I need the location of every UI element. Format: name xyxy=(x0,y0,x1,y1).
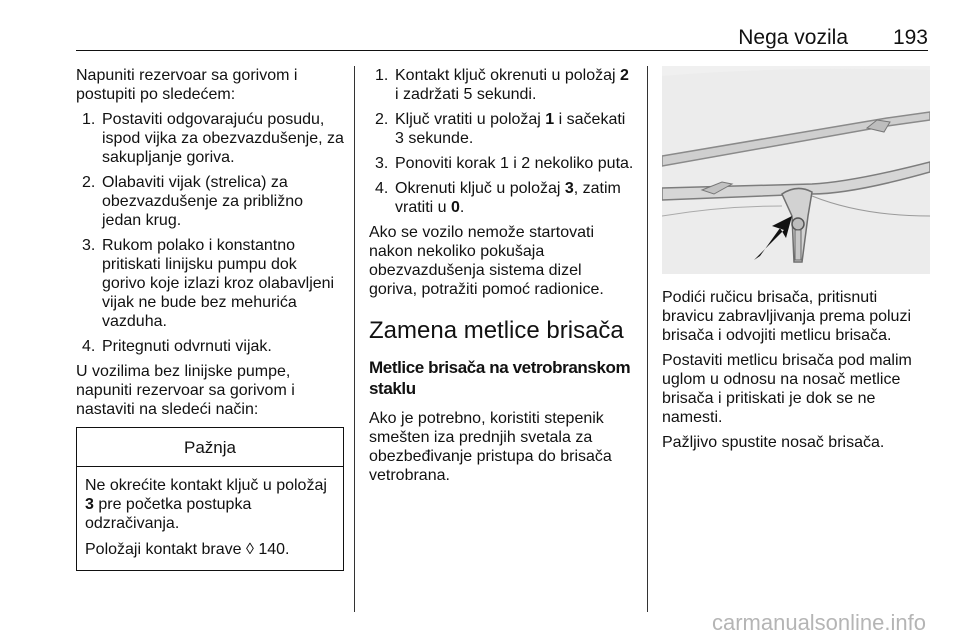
lower-arm-paragraph: Pažljivo spustite nosač brisača. xyxy=(662,434,885,451)
install-blade-paragraph: Postaviti metlicu brisača pod malim uglom u odnosu na nosač metlice brisača i pritiskati je dok se ne namesti. xyxy=(662,352,912,426)
warning-text: Ne okrećite kontakt ključ u položaj 3 pre početka postupka odzračivanja. xyxy=(85,477,327,532)
wiper-blade-illustration xyxy=(662,66,930,274)
column-left xyxy=(76,66,344,571)
list-item: 3. Ponoviti korak 1 i 2 nekoliko puta. xyxy=(375,155,634,172)
list-item: 3. Rukom polako i konstantno pritiskati linijsku pumpu dok gorivo koje izlazi kroz olabavljeni vijak ne bude bez mehurića vazduha. xyxy=(82,237,335,330)
warning-title: Pažnja xyxy=(77,428,343,467)
column-divider xyxy=(647,66,648,612)
bleed-steps-list xyxy=(76,110,344,356)
list-item: 4. Okrenuti ključ u položaj 3, zatim vratiti u 0. xyxy=(375,180,621,216)
list-item: 2. Olabaviti vijak (strelica) za obezvazdušenje za približno jedan krug. xyxy=(82,174,304,229)
workshop-paragraph: Ako se vozilo nemože startovati nakon nekoliko pokušaja obezvazdušenja sistema dizel goriva, potražiti pomoć radionice. xyxy=(369,224,604,298)
section-title: Zamena metlice brisača xyxy=(369,317,624,344)
list-item: 4. Pritegnuti odvrnuti vijak. xyxy=(82,338,272,355)
warning-reference[interactable]: Položaji kontakt brave ◊ 140. xyxy=(85,541,290,558)
column-middle xyxy=(369,66,634,491)
page-number: 193 xyxy=(892,26,928,49)
column-right xyxy=(662,66,930,458)
step-paragraph: Ako je potrebno, koristiti stepenik smešten iza prednjih svetala za obezbeđivanje pristupa do brisača vetrobrana. xyxy=(369,410,612,484)
warning-box xyxy=(76,427,344,571)
no-pump-paragraph: U vozilima bez linijske pumpe, napuniti rezervoar sa gorivom i nastaviti na sledeći način: xyxy=(76,363,295,418)
list-item: 2. Ključ vratiti u položaj 1 i sačekati 3 sekunde. xyxy=(375,111,626,147)
list-item: 1. Postaviti odgovarajuću posudu, ispod vijka za obezvazdušenje, za sakupljanje goriva. xyxy=(82,111,344,166)
page-title: Nega vozila xyxy=(738,26,848,49)
warning-body xyxy=(77,467,343,570)
watermark: carmanualsonline.info xyxy=(711,610,926,635)
page-header xyxy=(76,22,928,51)
page-ref-icon: ◊ xyxy=(245,541,254,558)
subsection-title: Metlice brisača na vetrobranskom staklu xyxy=(369,358,631,398)
list-item: 1. Kontakt ključ okrenuti u položaj 2 i zadržati 5 sekundi. xyxy=(375,67,629,103)
intro-paragraph: Napuniti rezervoar sa gorivom i postupiti po sledećem: xyxy=(76,67,298,103)
column-divider xyxy=(354,66,355,612)
ignition-steps-list xyxy=(369,66,634,217)
remove-blade-paragraph: Podići ručicu brisača, pritisnuti bravicu zabravljivanja prema poluzi brisača i odvojiti metlicu brisača. xyxy=(662,289,912,344)
